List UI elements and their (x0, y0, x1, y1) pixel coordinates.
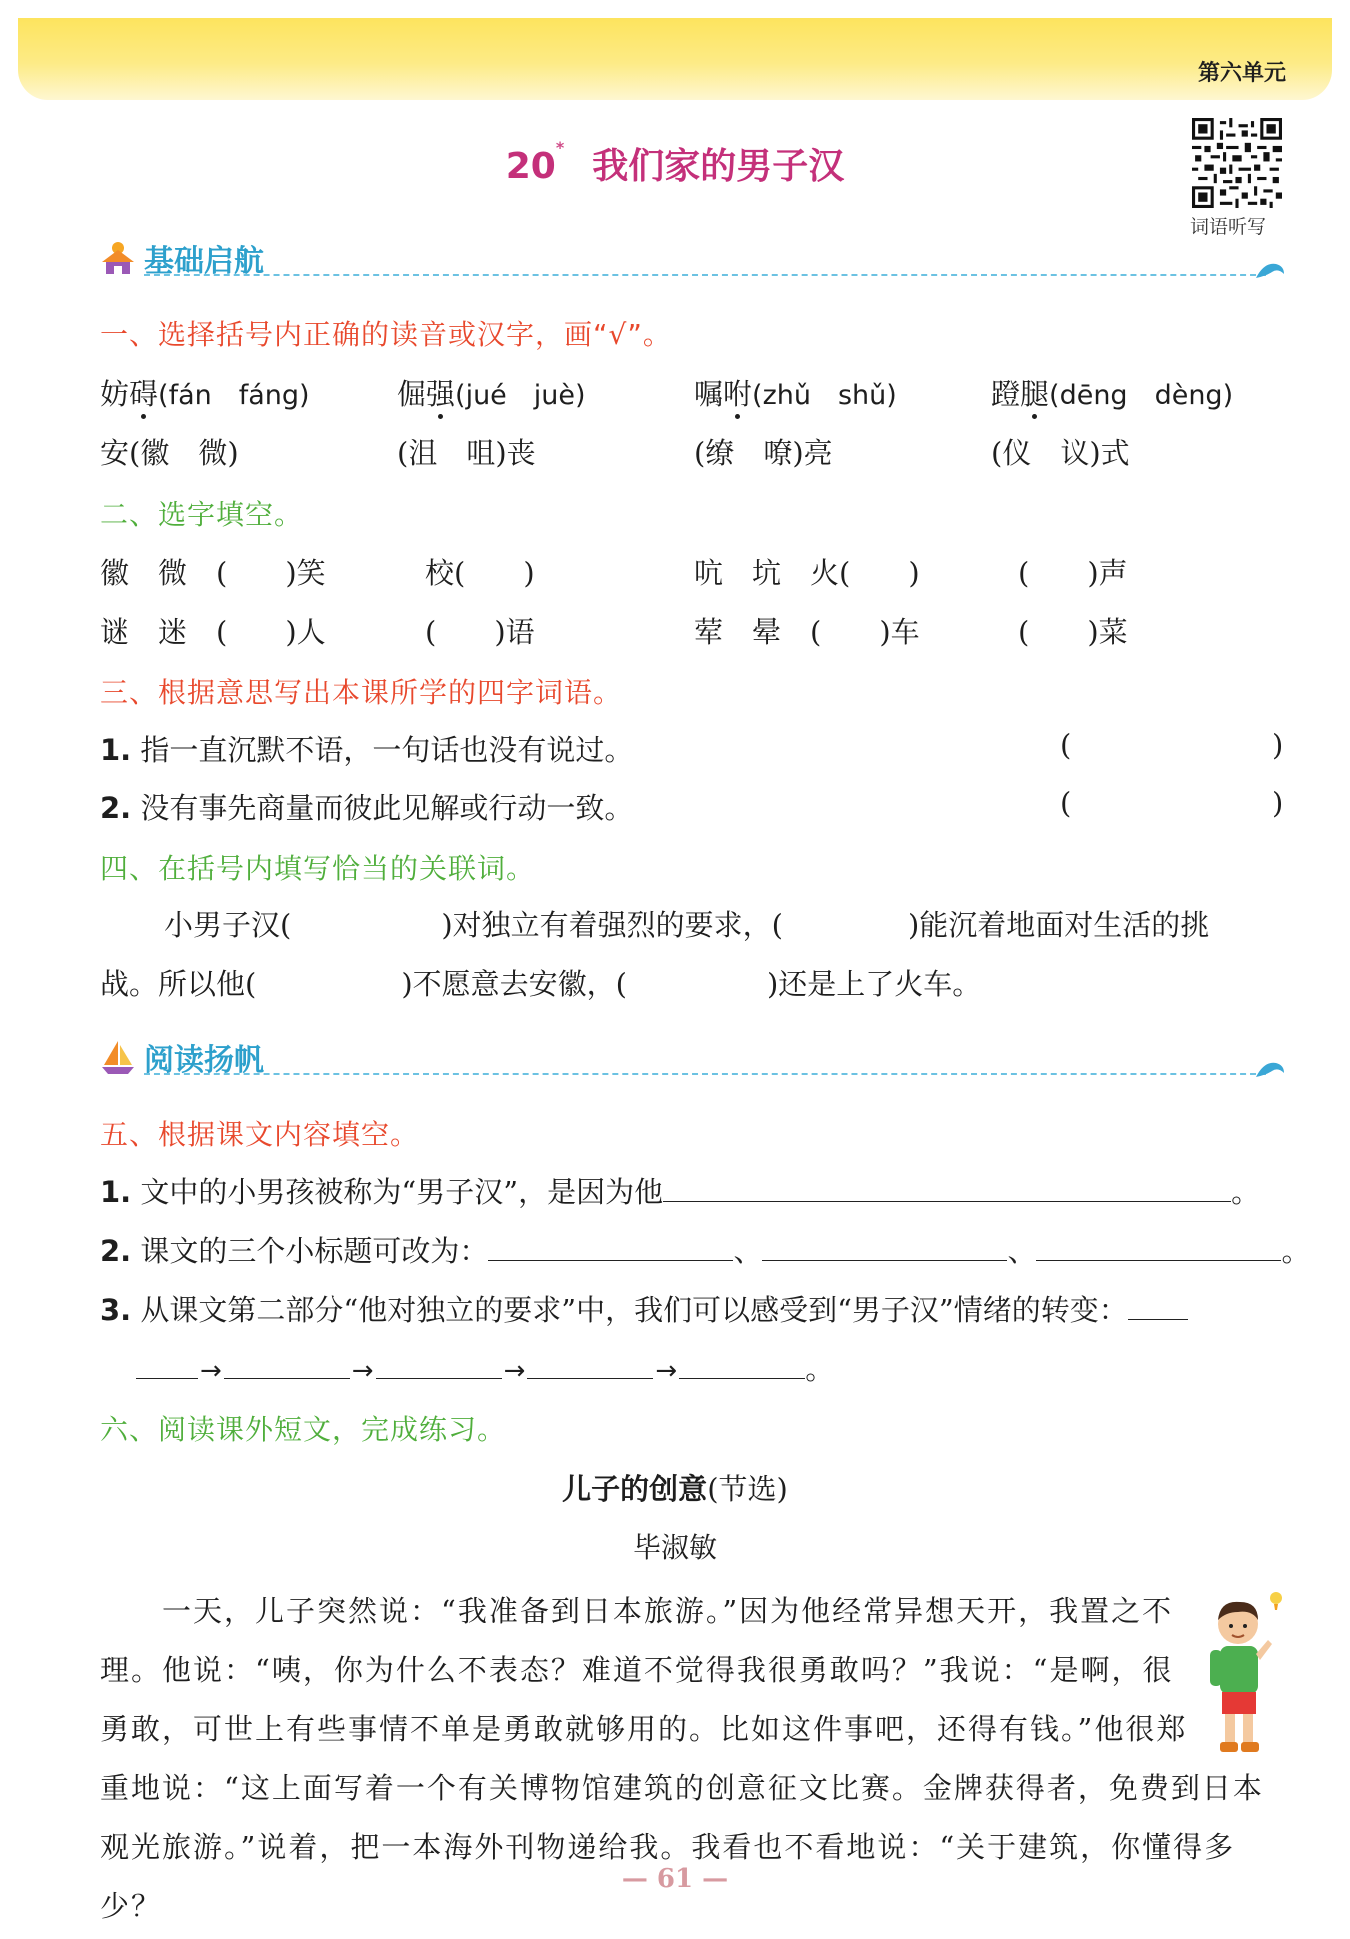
boy-thinking-illustration (1196, 1588, 1292, 1758)
answer-blank[interactable] (488, 1238, 733, 1261)
lesson-number: 20* (505, 138, 565, 187)
q1-title: 一、选择括号内正确的读音或汉字，画“√”。 (100, 318, 672, 351)
q5-item-1[interactable]: 1. 文中的小男孩被称为“男子汉”，是因为他 。 (100, 1175, 1261, 1209)
q1-item-2[interactable]: 倔强(jué juè) (397, 377, 586, 411)
q3-answer-close-2[interactable]: ) (1272, 786, 1284, 820)
sailboat-icon (98, 1037, 138, 1077)
q4-line-1[interactable]: 小男子汉( )对独立有着强烈的要求，( )能沉着地面对生活的挑 (164, 908, 1210, 942)
page-number: — 61 — (621, 1864, 729, 1894)
q2-item-5[interactable]: 谜 迷 ( )人 (100, 615, 326, 649)
q2-item-2[interactable]: 校( ) (425, 556, 535, 590)
wave-icon (1254, 258, 1286, 280)
q3-title: 三、根据意思写出本课所学的四字词语。 (100, 676, 623, 709)
qr-label: 词语听写 (1190, 216, 1267, 238)
answer-blank[interactable] (376, 1356, 502, 1379)
q1-item-4[interactable]: 蹬腿(dēng dèng) (991, 377, 1234, 411)
q2-item-1[interactable]: 徽 微 ( )笑 (100, 556, 326, 590)
q5-item-3-chain[interactable]: → → → → 。 (136, 1347, 834, 1388)
answer-blank[interactable] (224, 1356, 350, 1379)
divider (144, 274, 1266, 276)
arrow-icon: → (503, 1356, 526, 1386)
q4-line-2[interactable]: 战。所以他( )不愿意去安徽，( )还是上了火车。 (100, 967, 982, 1001)
q6-title: 六、阅读课外短文，完成练习。 (100, 1413, 507, 1446)
q2-item-3[interactable]: 吭 坑 火( ) (694, 556, 920, 590)
q3-item-1: 1. 指一直沉默不语，一句话也没有说过。 (100, 733, 634, 767)
q5-title: 五、根据课文内容填空。 (100, 1118, 420, 1151)
section-basic-title: 基础启航 (144, 244, 264, 279)
q1-item-8[interactable]: (仪 议)式 (991, 436, 1130, 470)
header-band (18, 18, 1332, 100)
q1-item-1[interactable]: 妨碍(fán fáng) (100, 377, 310, 411)
q1-item-6[interactable]: (沮 咀)丧 (397, 436, 536, 470)
answer-blank[interactable] (663, 1179, 1231, 1202)
house-icon (98, 238, 138, 278)
arrow-icon: → (655, 1356, 678, 1386)
q3-item-2: 2. 没有事先商量而彼此见解或行动一致。 (100, 791, 634, 825)
lesson-name: 我们家的男子汉 (592, 146, 845, 187)
qr-code-icon[interactable] (1192, 118, 1282, 208)
answer-blank[interactable] (136, 1356, 198, 1379)
story-title: 儿子的创意(节选) (562, 1472, 788, 1506)
q3-answer-open-2[interactable]: ( (1060, 786, 1072, 820)
q5-item-3[interactable]: 3. 从课文第二部分“他对独立的要求”中，我们可以感受到“男子汉”情绪的转变： (100, 1288, 1188, 1329)
section-reading (98, 1035, 1286, 1077)
arrow-icon: → (351, 1356, 374, 1386)
q2-item-7[interactable]: 荤 晕 ( )车 (694, 615, 920, 649)
q2-title: 二、选字填空。 (100, 498, 304, 531)
q5-item-2[interactable]: 2. 课文的三个小标题可改为： 、 、 。 (100, 1234, 1311, 1268)
answer-blank[interactable] (1128, 1297, 1188, 1320)
q1-item-7[interactable]: (缭 嘹)亮 (694, 436, 833, 470)
story-author: 毕淑敏 (632, 1531, 717, 1564)
unit-label: 第六单元 (1197, 61, 1286, 86)
wave-icon (1254, 1057, 1286, 1079)
story-paragraph: 一天，儿子突然说：“我准备到日本旅游。”因为他经常异想天开，我置之不理。他说：“咦，你为什么不表态？难道不觉得我很勇敢吗？”我说：“是啊，很勇敢，可世上有些事情不单是勇敢就够用的。比如这件事吧，还得有钱。”他很郑重地说：“这上面写着一个有关博物馆建筑的创意征文比赛。金牌获得者，免费到日本观光旅游。”说着，把一本海外刊物递给我。我看也不看地说：“关于建筑，你懂得多少？ (100, 1594, 1264, 1923)
arrow-icon: → (200, 1356, 222, 1386)
answer-blank[interactable] (762, 1238, 1007, 1261)
answer-blank[interactable] (1036, 1238, 1281, 1261)
divider (144, 1073, 1266, 1075)
q2-item-4[interactable]: ( )声 (1018, 556, 1128, 590)
q2-item-8[interactable]: ( )菜 (1018, 615, 1128, 649)
answer-blank[interactable] (527, 1356, 653, 1379)
lesson-title (0, 138, 1350, 189)
section-basic (98, 236, 1286, 278)
answer-blank[interactable] (679, 1356, 805, 1379)
q1-item-3[interactable]: 嘱咐(zhǔ shǔ) (694, 377, 897, 411)
q4-title: 四、在括号内填写恰当的关联词。 (100, 852, 536, 885)
section-reading-title: 阅读扬帆 (144, 1043, 264, 1078)
q3-answer-open-1[interactable]: ( (1060, 728, 1072, 762)
q1-item-5[interactable]: 安(徽 微) (100, 436, 239, 470)
q3-answer-close-1[interactable]: ) (1272, 728, 1284, 762)
q2-item-6[interactable]: ( )语 (425, 615, 535, 649)
